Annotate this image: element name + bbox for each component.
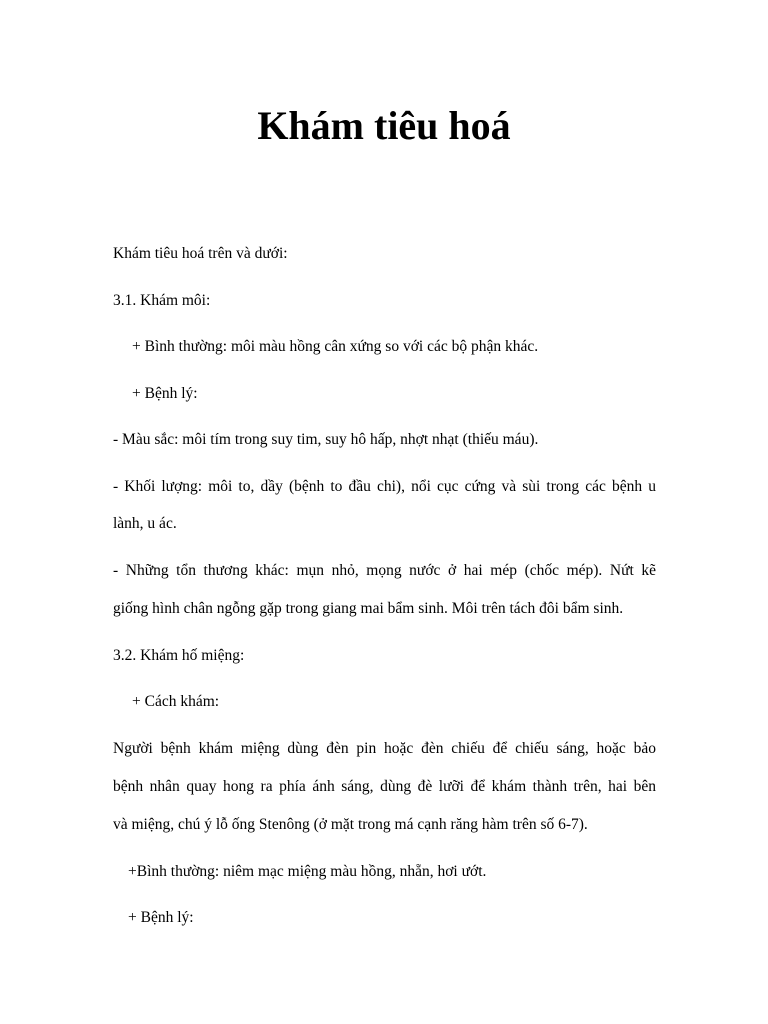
- volume-line-2: lành, u ác.: [113, 515, 177, 532]
- other-lesions-line-1: - Những tổn thương khác: mụn nhỏ, mọng nước ở hai mép (chốc mép). Nứt kẽ: [113, 562, 656, 579]
- color-line: - Màu sắc: môi tím trong suy tim, suy hô hấp, nhợt nhạt (thiếu máu).: [113, 431, 539, 448]
- normal-mouth-line: +Bình thường: niêm mạc miệng màu hồng, nhẵn, hơi ướt.: [128, 863, 487, 880]
- normal-lips-line: + Bình thường: môi màu hồng cân xứng so với các bộ phận khác.: [132, 338, 539, 355]
- volume-line-1: - Khối lượng: môi to, dầy (bệnh to đầu chi), nổi cục cứng và sùi trong các bệnh u: [113, 478, 656, 495]
- section-heading-3-1: 3.1. Khám môi:: [113, 292, 211, 309]
- method-heading: + Cách khám:: [132, 693, 220, 710]
- intro-line: Khám tiêu hoá trên và dưới:: [113, 245, 288, 262]
- other-lesions-line-2: giống hình chân ngỗng gặp trong giang mai bẩm sinh. Môi trên tách đôi bẩm sinh.: [113, 600, 624, 617]
- pathology-heading-2: + Bệnh lý:: [128, 909, 194, 926]
- section-heading-3-2: 3.2. Khám hố miệng:: [113, 647, 245, 664]
- method-line-2: bệnh nhân quay hong ra phía ánh sáng, dùng đè lưỡi để khám thành trên, hai bên: [113, 778, 656, 795]
- method-line-1: Người bệnh khám miệng dùng đèn pin hoặc đèn chiếu để chiếu sáng, hoặc bảo: [113, 740, 656, 757]
- pathology-heading: + Bệnh lý:: [132, 385, 198, 402]
- method-line-3: và miệng, chú ý lỗ ống Stenông (ở mặt trong má cạnh răng hàm trên số 6-7).: [113, 816, 588, 833]
- document-title: Khám tiêu hoá: [257, 103, 511, 148]
